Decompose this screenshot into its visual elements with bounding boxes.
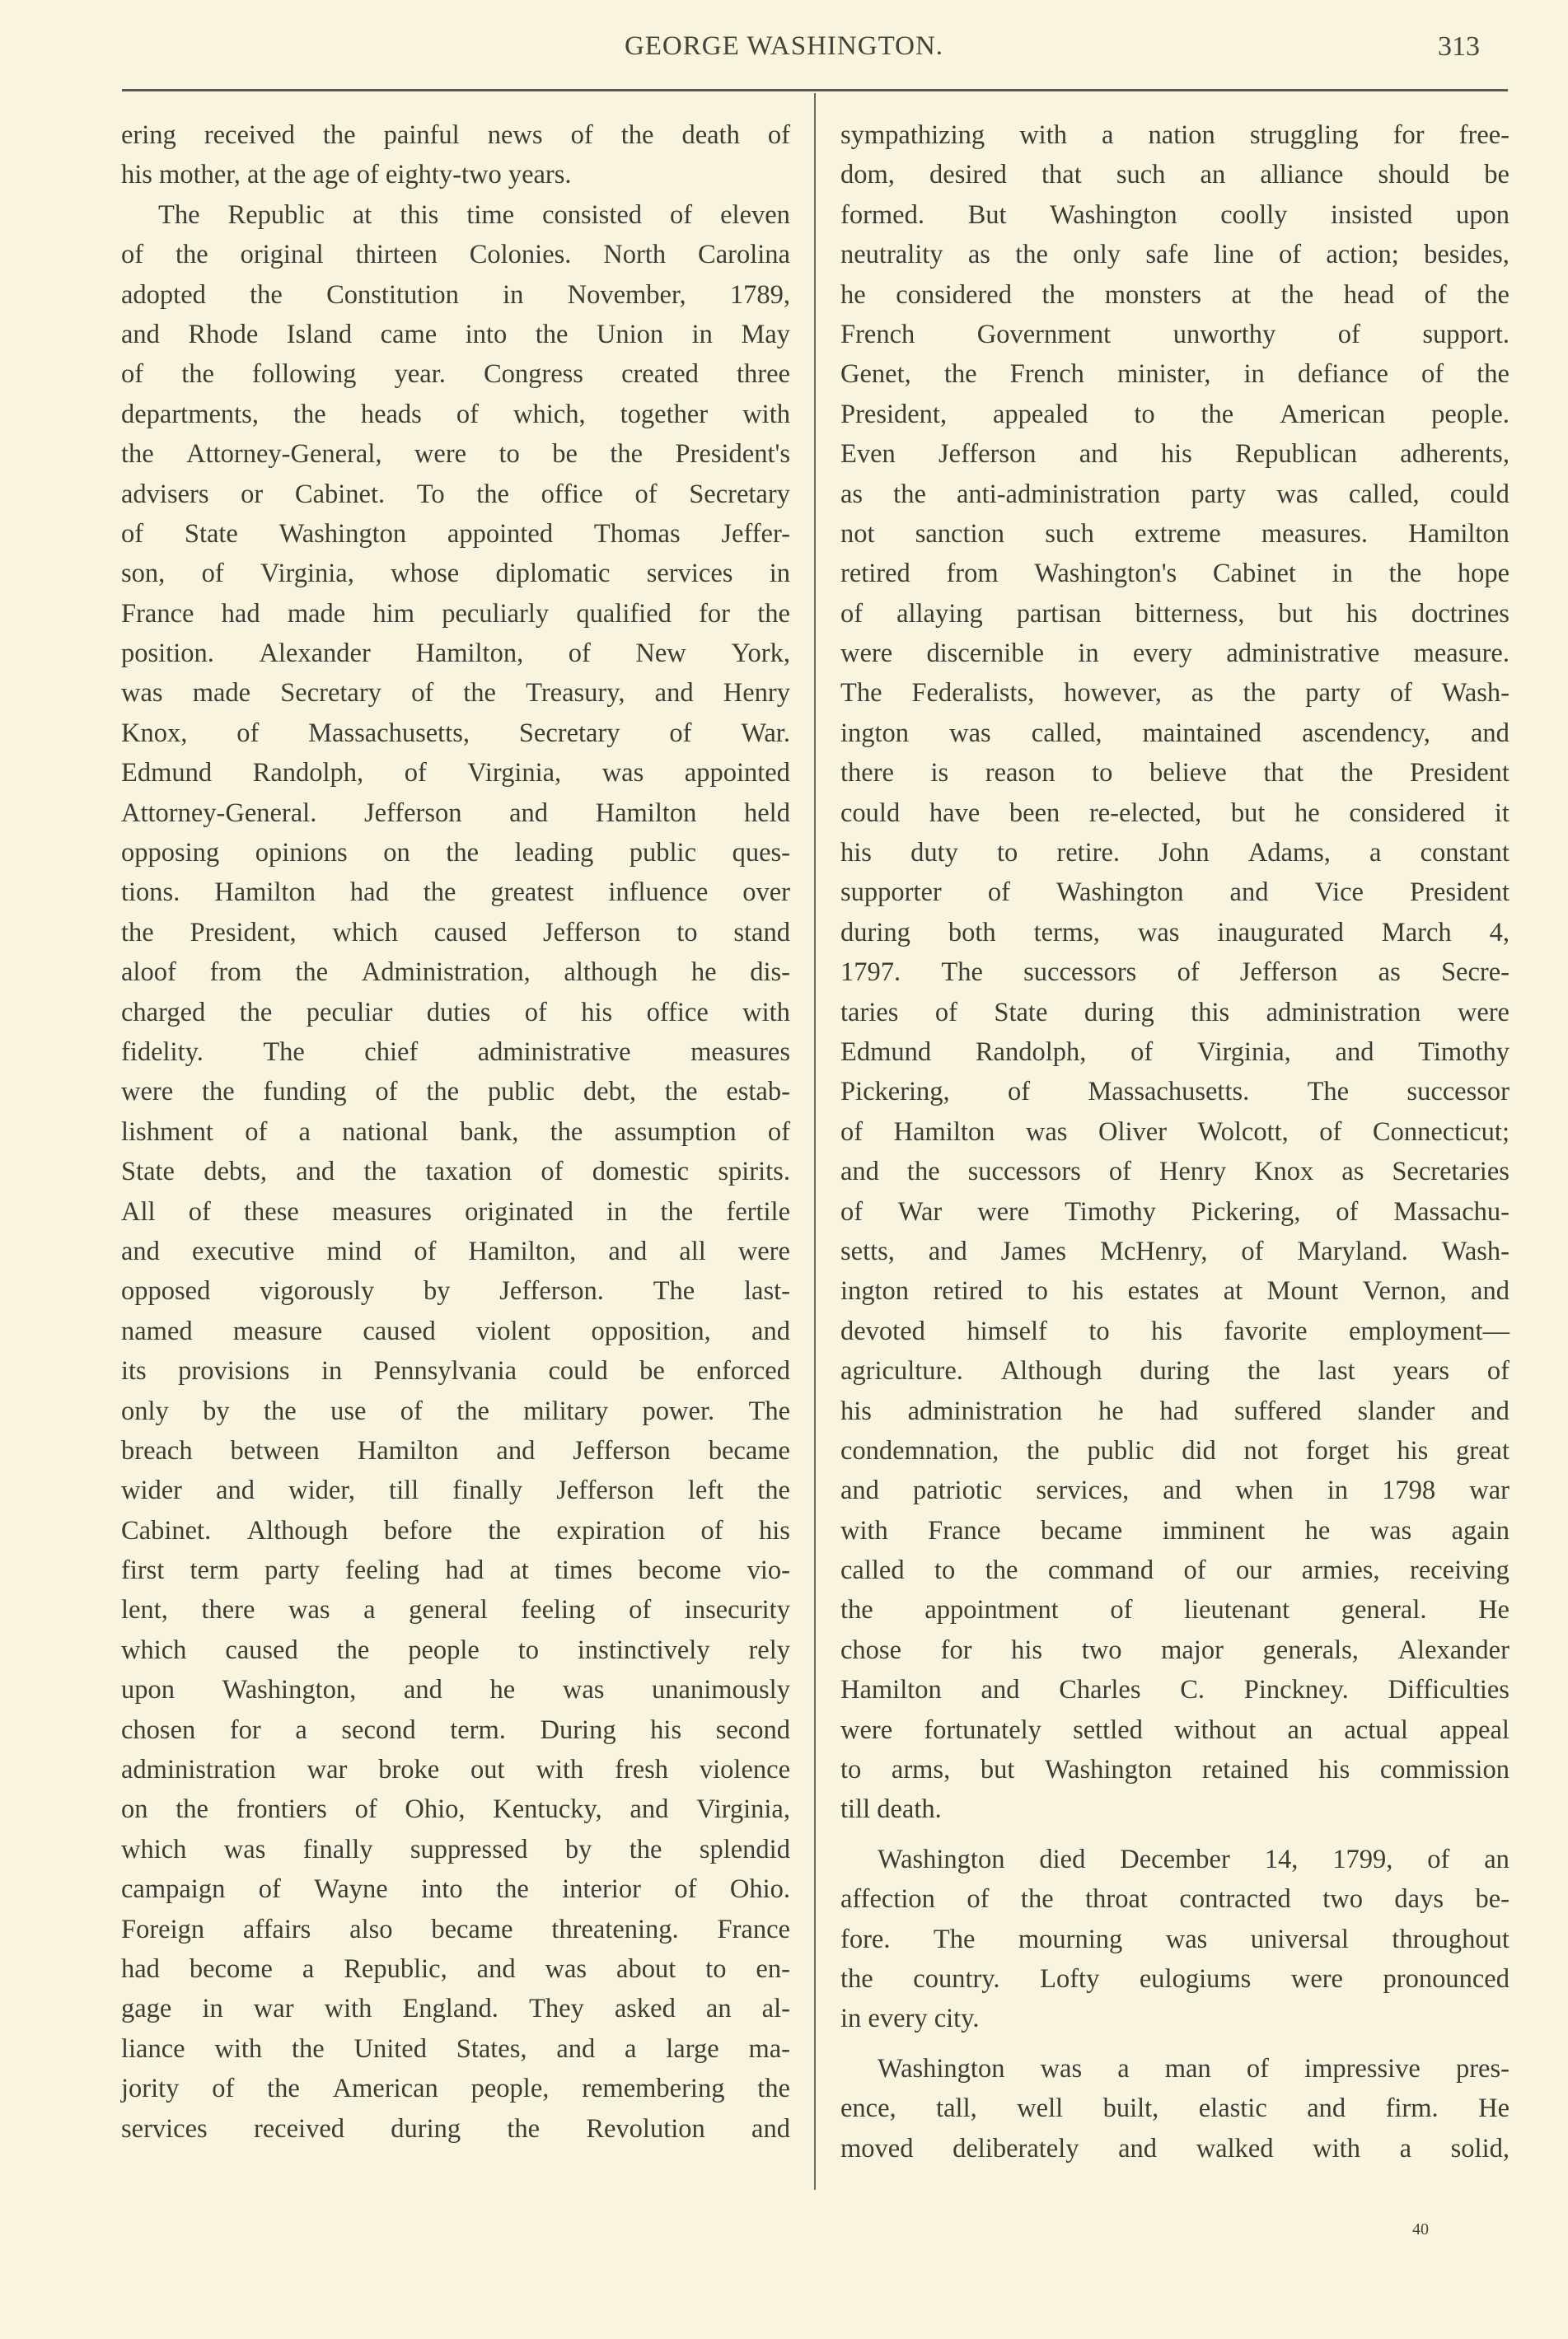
text-line: his duty to retire. John Adams, a constant bbox=[840, 838, 1509, 868]
text-line: fore. The mourning was universal throughout bbox=[840, 1924, 1509, 1954]
text-line: lent, there was a general feeling of insecurity bbox=[121, 1595, 790, 1626]
text-line: ering received the painful news of the death of bbox=[121, 120, 790, 150]
text-line: 1797. The successors of Jefferson as Secre- bbox=[840, 957, 1509, 988]
text-line: Hamilton and Charles C. Pinckney. Difficulties bbox=[840, 1675, 1509, 1705]
text-line: adopted the Constitution in November, 1789, bbox=[121, 279, 790, 310]
text-line: upon Washington, and he was unanimously bbox=[121, 1675, 790, 1705]
text-line: Washington was a man of impressive pres- bbox=[878, 2053, 1509, 2084]
text-line: during both terms, was inaugurated March 4, bbox=[840, 917, 1509, 947]
text-line: and patriotic services, and when in 1798 war bbox=[840, 1476, 1509, 1506]
text-line: The Federalists, however, as the party of Wash- bbox=[840, 678, 1509, 709]
text-line: All of these measures originated in the fertile bbox=[121, 1196, 790, 1227]
text-line: and Rhode Island came into the Union in May bbox=[121, 319, 790, 349]
text-line: condemnation, the public did not forget his great bbox=[840, 1435, 1509, 1466]
text-line: ington was called, maintained ascendency, and bbox=[840, 718, 1509, 748]
text-line: fidelity. The chief administrative measures bbox=[121, 1036, 790, 1067]
running-head: GEORGE WASHINGTON. bbox=[624, 31, 944, 61]
text-line: dom, desired that such an alliance should be bbox=[840, 160, 1509, 190]
text-line: of Hamilton was Oliver Wolcott, of Connecticut; bbox=[840, 1116, 1509, 1147]
signature-mark: 40 bbox=[1412, 2220, 1429, 2238]
text-line: which caused the people to instinctively rely bbox=[121, 1635, 790, 1665]
text-line: Even Jefferson and his Republican adherents, bbox=[840, 439, 1509, 470]
text-line: Foreign affairs also became threatening. France bbox=[121, 1914, 790, 1944]
text-line: Edmund Randolph, of Virginia, and Timothy bbox=[840, 1036, 1509, 1067]
text-line: opposed vigorously by Jefferson. The last- bbox=[121, 1276, 790, 1307]
text-line: affection of the throat contracted two days be- bbox=[840, 1884, 1509, 1915]
text-line: as the anti-administration party was called, could bbox=[840, 479, 1509, 509]
text-line: which was finally suppressed by the splendid bbox=[121, 1834, 790, 1864]
text-line: till death. bbox=[840, 1794, 942, 1825]
text-line: opposing opinions on the leading public ques- bbox=[121, 838, 790, 868]
text-line: in every city. bbox=[840, 2004, 980, 2034]
text-line: Knox, of Massachusetts, Secretary of War. bbox=[121, 718, 790, 748]
text-line: tions. Hamilton had the greatest influence over bbox=[121, 877, 790, 908]
text-line: agriculture. Although during the last years of bbox=[840, 1356, 1509, 1387]
text-line: breach between Hamilton and Jefferson became bbox=[121, 1435, 790, 1466]
text-line: named measure caused violent opposition, and bbox=[121, 1316, 790, 1346]
text-line: first term party feeling had at times become vio- bbox=[121, 1555, 790, 1586]
text-line: were the funding of the public debt, the estab- bbox=[121, 1077, 790, 1107]
text-line: the Attorney-General, were to be the President's bbox=[121, 439, 790, 470]
column-divider bbox=[814, 93, 816, 2190]
text-line: ence, tall, well built, elastic and firm. He bbox=[840, 2093, 1509, 2124]
text-line: wider and wider, till finally Jefferson left the bbox=[121, 1476, 790, 1506]
text-line: to arms, but Washington retained his commission bbox=[840, 1755, 1509, 1785]
text-line: Attorney-General. Jefferson and Hamilton held bbox=[121, 798, 790, 828]
text-line: Cabinet. Although before the expiration of his bbox=[121, 1515, 790, 1546]
text-line: his administration he had suffered slander and bbox=[840, 1396, 1509, 1426]
text-line: and the successors of Henry Knox as Secretaries bbox=[840, 1157, 1509, 1187]
text-line: there is reason to believe that the President bbox=[840, 758, 1509, 788]
text-line: formed. But Washington coolly insisted upon bbox=[840, 199, 1509, 230]
text-line: on the frontiers of Ohio, Kentucky, and Virginia, bbox=[121, 1794, 790, 1825]
text-line: of allaying partisan bitterness, but his doctrines bbox=[840, 598, 1509, 629]
text-line: charged the peculiar duties of his office with bbox=[121, 997, 790, 1027]
text-line: of State Washington appointed Thomas Jeffer- bbox=[121, 518, 790, 549]
text-line: of War were Timothy Pickering, of Massachu- bbox=[840, 1196, 1509, 1227]
text-line: his mother, at the age of eighty-two years. bbox=[121, 160, 572, 190]
text-line: could have been re-elected, but he considered it bbox=[840, 798, 1509, 828]
text-line: the President, which caused Jefferson to stand bbox=[121, 917, 790, 947]
text-line: moved deliberately and walked with a solid, bbox=[840, 2133, 1509, 2164]
text-line: President, appealed to the American people. bbox=[840, 399, 1509, 429]
text-line: called to the command of our armies, receiving bbox=[840, 1555, 1509, 1586]
text-line: chose for his two major generals, Alexander bbox=[840, 1635, 1509, 1665]
text-line: position. Alexander Hamilton, of New York, bbox=[121, 639, 790, 669]
text-line: were fortunately settled without an actual appeal bbox=[840, 1714, 1509, 1745]
text-line: The Republic at this time consisted of eleven bbox=[158, 199, 790, 230]
text-line: setts, and James McHenry, of Maryland. Wash- bbox=[840, 1236, 1509, 1266]
text-line: the appointment of lieutenant general. He bbox=[840, 1595, 1509, 1626]
text-line: Genet, the French minister, in defiance of the bbox=[840, 359, 1509, 390]
text-line: campaign of Wayne into the interior of Ohio. bbox=[121, 1874, 790, 1905]
text-line: departments, the heads of which, together with bbox=[121, 399, 790, 429]
text-line: with France became imminent he was again bbox=[840, 1515, 1509, 1546]
text-line: devoted himself to his favorite employment— bbox=[840, 1316, 1509, 1346]
text-line: State debts, and the taxation of domestic spirits. bbox=[121, 1157, 790, 1187]
text-line: of the following year. Congress created three bbox=[121, 359, 790, 390]
text-line: chosen for a second term. During his second bbox=[121, 1714, 790, 1745]
text-line: son, of Virginia, whose diplomatic services in bbox=[121, 559, 790, 589]
text-line: sympathizing with a nation struggling for free- bbox=[840, 120, 1509, 150]
text-line: its provisions in Pennsylvania could be enforced bbox=[121, 1356, 790, 1387]
text-line: was made Secretary of the Treasury, and Henry bbox=[121, 678, 790, 709]
text-line: services received during the Revolution and bbox=[121, 2113, 790, 2144]
text-line: neutrality as the only safe line of action; besides, bbox=[840, 240, 1509, 270]
text-line: French Government unworthy of support. bbox=[840, 319, 1509, 349]
text-line: only by the use of the military power. The bbox=[121, 1396, 790, 1426]
left-column bbox=[121, 115, 790, 2149]
right-column bbox=[840, 115, 1509, 2168]
text-line: the country. Lofty eulogiums were pronounced bbox=[840, 1963, 1509, 1994]
text-line: Pickering, of Massachusetts. The successor bbox=[840, 1077, 1509, 1107]
text-line: ington retired to his estates at Mount Vernon, and bbox=[840, 1276, 1509, 1307]
text-line: lishment of a national bank, the assumption of bbox=[121, 1116, 790, 1147]
text-line: jority of the American people, remembering the bbox=[121, 2074, 790, 2104]
text-line: France had made him peculiarly qualified for the bbox=[121, 598, 790, 629]
text-line: retired from Washington's Cabinet in the hope bbox=[840, 559, 1509, 589]
text-line: advisers or Cabinet. To the office of Secretary bbox=[121, 479, 790, 509]
text-line: of the original thirteen Colonies. North Carolina bbox=[121, 240, 790, 270]
text-line: administration war broke out with fresh violence bbox=[121, 1755, 790, 1785]
text-line: had become a Republic, and was about to en- bbox=[121, 1953, 790, 1984]
text-line: supporter of Washington and Vice President bbox=[840, 877, 1509, 908]
text-line: not sanction such extreme measures. Hamilton bbox=[840, 518, 1509, 549]
text-line: he considered the monsters at the head of the bbox=[840, 279, 1509, 310]
text-line: Washington died December 14, 1799, of an bbox=[878, 1844, 1509, 1874]
text-line: Edmund Randolph, of Virginia, was appointed bbox=[121, 758, 790, 788]
text-line: were discernible in every administrative measure. bbox=[840, 639, 1509, 669]
text-line: aloof from the Administration, although he dis- bbox=[121, 957, 790, 988]
header-rule bbox=[122, 89, 1508, 91]
text-line: and executive mind of Hamilton, and all were bbox=[121, 1236, 790, 1266]
text-line: gage in war with England. They asked an al- bbox=[121, 1994, 790, 2024]
page-number: 313 bbox=[1438, 31, 1480, 62]
text-line: taries of State during this administration were bbox=[840, 997, 1509, 1027]
text-line: liance with the United States, and a large ma- bbox=[121, 2033, 790, 2064]
